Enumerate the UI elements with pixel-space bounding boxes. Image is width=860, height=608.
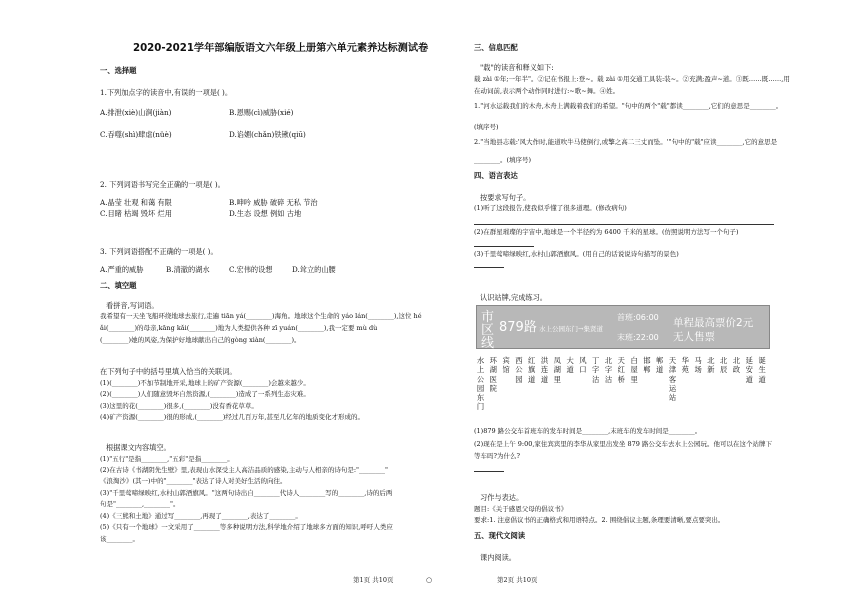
- sign-route-number: 879路: [499, 320, 537, 335]
- fill2-heading: 在下列句子中的括号里填入恰当的关联词。: [100, 367, 237, 376]
- fill1-heading: 看拼音,写词语。: [106, 301, 159, 310]
- section-1-heading: 一、选择题: [100, 66, 137, 75]
- sign-city-char-1: 市: [481, 310, 495, 325]
- info-line-2: 在动词前,表示两个动作同时进行:~歌~舞。④姓。: [474, 87, 620, 95]
- fill3-heading: 根据课文内容填空。: [106, 443, 171, 452]
- fill2-item-1: (1)(________)不加节制地开采,地球上的矿产资源(________)会越来越少。: [100, 379, 310, 387]
- expression-item-2: (2)在群星璀璨的宇宙中,地球是一个半径约为 6400 千米的星球。(仿照说明方法写一个句子): [474, 228, 739, 236]
- station-name: 水上公园东门: [476, 356, 485, 412]
- fill3-item-5b: 该________。: [100, 535, 139, 543]
- expression-heading: 按要求写句子。: [480, 193, 531, 202]
- reading-heading: 课内阅读。: [480, 553, 516, 562]
- station-name: 北辰: [720, 356, 728, 375]
- writing-topic: 题目:《关于感恩父母的倡议书》: [474, 505, 568, 513]
- answer-line-2: [474, 246, 534, 247]
- q1-option-c: C.吞噬(shì)肆虐(nüè): [100, 130, 172, 139]
- question-2: 2. 下列词语书写完全正确的一项是( )。: [100, 180, 225, 189]
- info-question-2: 2."当地县志载:'风大作时,能道吹牛马使倒行,或擎之高二三丈而坠。'"句中的"载"应读________,它的意思是: [474, 138, 778, 146]
- station-name: 郸道: [656, 356, 664, 375]
- station-name: 天津客运站: [668, 356, 677, 403]
- sign-question-2b: 等车吗?为什么?: [474, 452, 520, 460]
- station-name: 西公园: [515, 356, 523, 384]
- fill3-item-2b: 《浪淘沙》(其一)中的"________"表达了诗人对美好生活的向往。: [100, 477, 287, 485]
- sign-direction: 水上公园东门→集贤道: [539, 325, 603, 333]
- station-name: 凤湖里: [553, 356, 561, 384]
- page-footer-right: 第2页 共10页: [497, 576, 538, 584]
- q1-option-d: D.谄媚(chǎn)铁锹(qiū): [229, 130, 306, 139]
- q2-option-a: A.晶莹 壮观 和蔼 有限: [100, 198, 172, 207]
- station-name: 白屋里: [630, 356, 638, 384]
- writing-requirements: 要求:1. 注意倡议书的正确格式和用语特点。2. 围绕倡议主题,条理要清晰,要点要突出。: [474, 516, 725, 524]
- sign-last-bus: 末班:22:00: [617, 333, 659, 342]
- info-question-2b: ________。(填序号): [474, 156, 532, 164]
- sign-heading: 认识站牌,完成练习。: [480, 293, 547, 302]
- q2-option-c: C.目睹 枯竭 毁坏 烂用: [100, 209, 172, 218]
- station-name: 北字沽: [604, 356, 613, 384]
- station-name: 风口: [579, 356, 587, 375]
- section-2-heading: 二、填空题: [100, 281, 137, 290]
- q3-option-d: D.耸立的山腰: [292, 265, 336, 274]
- sign-city-char-2: 区: [481, 323, 495, 338]
- sign-question-1: (1)879 路公交车首班车的发车时间是________,末班车的发车时间是________。: [474, 427, 702, 435]
- info-line-1: 载 zài ①年;一年半"。②记在书报上:登~。载 zài ①用交通工具装:装~。②充满;盈声~道。③既……既……,用: [474, 75, 790, 83]
- answer-line-1: [474, 224, 774, 225]
- info-question-1b: (填序号): [474, 123, 499, 131]
- fill1-line-2: ǎi(________)的母亲,kāng kǎi(________)地为人类提供各种 zī yuán(________),我一定要 mù dù: [100, 324, 378, 332]
- fill1-line-1: 我希望有一天坐飞船环绕地球去旅行,走遍 tiān yá(________)海角。地球这个生命的 yáo lán(________),这位 hé: [100, 312, 422, 320]
- q2-option-d: D.生态 设想 例如 古地: [229, 209, 302, 218]
- question-1: 1.下列加点字的读音中,有误的一项是( )。: [100, 88, 233, 97]
- expression-item-1: (1)听了这段报告,使我似乎懂了很多道理。(修改病句): [474, 204, 627, 212]
- fill3-item-3: (3)"千里莺啼绿映红,水村山郭酒旗风。"这两句诗出自________代诗人________写的________,诗的后两: [100, 489, 393, 497]
- station-name: 马场: [694, 356, 702, 375]
- fill1-line-3: (________)她的风姿,为保护好地球献出自己的gòng xiàn(________)。: [100, 336, 301, 344]
- answer-line-3: [474, 267, 504, 268]
- station-name: 延安道: [745, 356, 753, 384]
- station-name: 北新: [707, 356, 715, 375]
- station-name: 大道: [566, 356, 574, 375]
- exam-title: 2020-2021学年部编版语文六年级上册第六单元素养达标测试卷: [133, 43, 429, 54]
- fill2-item-4: (4)矿产资源(________)很的形成,(________)经过几百万年,甚至几亿年的地质变化才形成的。: [100, 413, 364, 421]
- station-name: 天红桥: [617, 356, 625, 384]
- expression-item-3: (3)千里莺啼绿映红,水村山郭酒旗风。(用自己的话说说诗句描写的景色): [474, 250, 679, 258]
- page-footer-left: 第1页 共10页: [353, 576, 394, 584]
- fill3-item-3b: 句是"________,________"。: [100, 500, 180, 508]
- sign-first-bus: 首班:06:00: [617, 313, 659, 322]
- fill2-item-3: (3)这里的花(________)很多,(________)没有香花草草。: [100, 402, 258, 410]
- sign-city-char-3: 线: [481, 336, 495, 351]
- q3-option-b: B.清澈的湖水: [166, 265, 210, 274]
- q3-option-a: A.严重的威胁: [100, 265, 144, 274]
- fill2-item-2: (2)(________)人们随意毁坏自然资源,(________)造成了一系列生态灾难。: [100, 390, 310, 398]
- info-heading: "载"的读音和释义如下:: [480, 63, 554, 72]
- station-name: 华苑: [681, 356, 689, 375]
- sign-fare: 单程最高票价2元: [673, 317, 754, 329]
- q1-option-b: B.恩赐(cì)威胁(xié): [229, 108, 294, 117]
- writing-heading: 习作与表达。: [480, 493, 524, 502]
- section-4-heading: 四、语言表达: [474, 171, 518, 180]
- station-name: 北政: [732, 356, 741, 375]
- bus-stop-sign: [476, 305, 770, 349]
- station-name: 环湖医院: [489, 356, 497, 393]
- section-3-heading: 三、信息匹配: [474, 43, 518, 52]
- station-name: 丁字沽: [592, 356, 600, 384]
- answer-line-4: [474, 471, 504, 472]
- station-name: 宾馆: [502, 356, 510, 375]
- section-5-heading: 五、现代文阅读: [474, 531, 526, 540]
- info-question-1: 1."河水运载我们的木舟,木舟上满载着我们的希望。"句中的两个"载"都读________,它们的意思是________。: [474, 102, 783, 110]
- q3-option-c: C.宏伟的设想: [229, 265, 273, 274]
- sign-question-2: (2)现在是上午 9:00,家住宾宾里的李华从家里出发坐 879 路公交车去水上公园玩。他可以在这个站牌下: [474, 440, 772, 448]
- station-name: 邯郸: [643, 356, 651, 375]
- station-name: 红旗道: [528, 356, 536, 384]
- question-3: 3. 下列词语搭配不正确的一项是( )。: [100, 247, 218, 256]
- q2-option-b: B.呻吟 威胁 破碎 无私 节治: [229, 198, 318, 207]
- station-name: 诞生道: [758, 356, 766, 384]
- sign-no-conductor: 无人售票: [673, 331, 715, 343]
- fill3-item-4: (4)《三熊和土地》通过写________,再现了________,表达了________。: [100, 512, 302, 520]
- fill3-item-2: (2)在古诗《书湖阴先生壁》里,表现山水深受主人高洁品质的感染,主动与人相亲的诗句是:"________": [100, 466, 389, 474]
- page-separator-mark: ○: [426, 576, 433, 584]
- fill3-item-5: (5)《只有一个地球》一文采用了________等多种说明方法,科学地介绍了地球多方面的知识,呼吁人类应: [100, 523, 393, 531]
- q1-option-a: A.排泄(xiè)山涧(jiàn): [100, 108, 172, 117]
- station-name: 洪连道: [540, 356, 549, 384]
- fill3-item-1: (1)"五行"是指________,"五彩"是指________。: [100, 455, 234, 463]
